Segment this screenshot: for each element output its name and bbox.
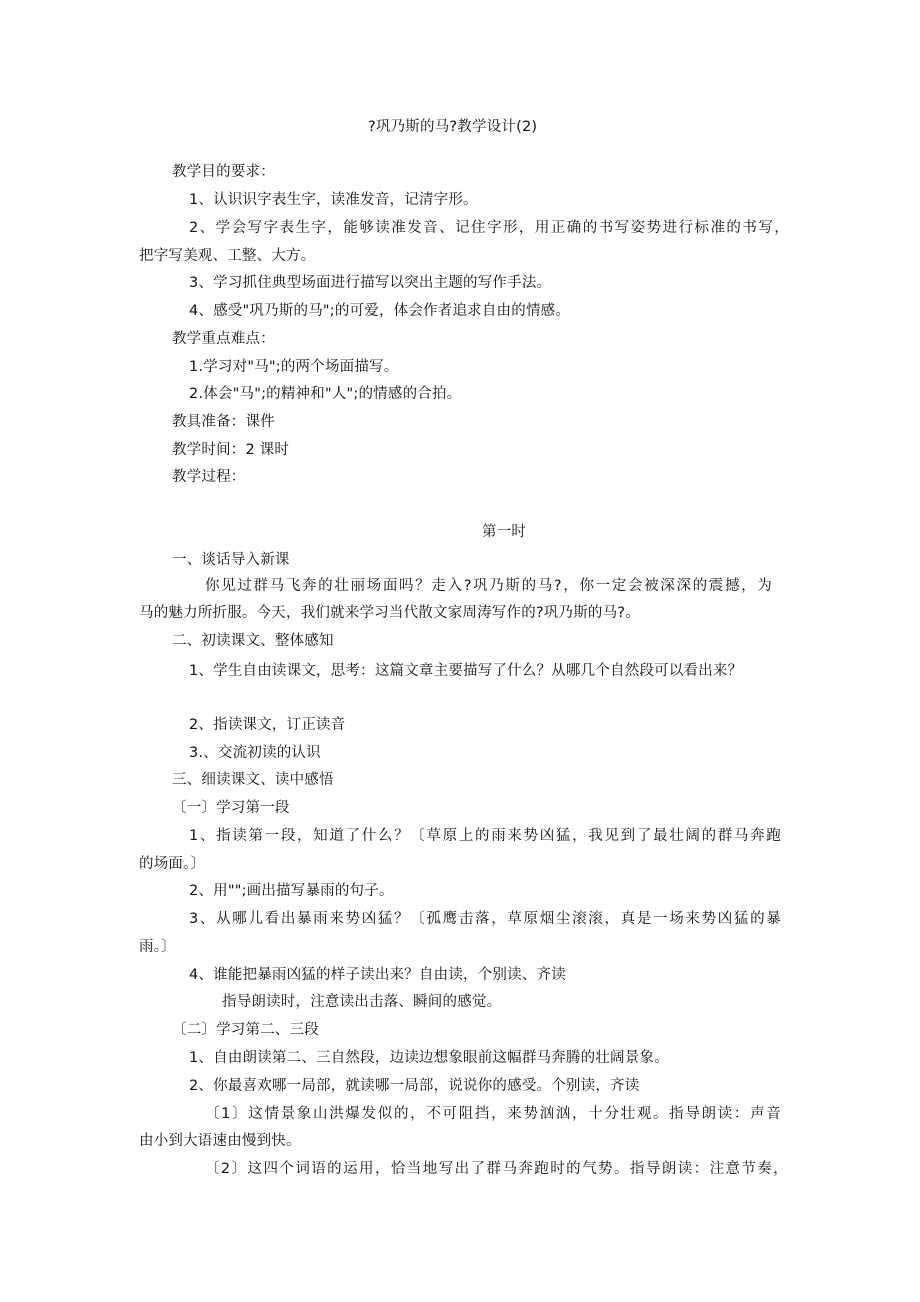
focus-heading: 教学重点难点： [172, 331, 275, 347]
subsection-1-item-1-line-2: 的场面。〕 [139, 856, 206, 872]
subsection-1-item-1-line-1: 1、指读第一段，知道了什么？〔草原上的雨来势凶猛，我见到了最壮阔的群马奔跑 [189, 828, 781, 844]
subsection-2-heading: 〔二〕学习第二、三段 [172, 1022, 319, 1038]
focus-item-2: 2.体会"马";的精神和"人";的情感的合拍。 [189, 386, 462, 402]
section-1-paragraph-line-2: 马的魅力所折服。今天，我们就来学习当代散文家周涛写作的?巩乃斯的马?。 [139, 605, 640, 621]
subsection-1-item-4: 4、谁能把暴雨凶猛的样子读出来？自由读，个别读、齐读 [189, 967, 566, 983]
subsection-2-note-1-line-1: 〔1〕这情景象山洪爆发似的，不可阻挡，来势汹汹，十分壮观。指导朗读：声音 [205, 1106, 781, 1122]
goal-item-4: 4、感受"巩乃斯的马";的可爱，体会作者追求自由的情感。 [189, 303, 571, 319]
subsection-2-item-1: 1、自由朗读第二、三自然段，边读边想象眼前这幅群马奔腾的壮阔景象。 [189, 1050, 669, 1066]
goal-item-2-line-1: 2、学会写字表生字，能够读准发音、记住字形，用正确的书写姿势进行标准的书写， [189, 220, 789, 236]
section-3-heading: 三、细读课文、读中感悟 [172, 772, 334, 788]
goal-item-2-line-2: 把字写美观、工整、大方。 [139, 248, 316, 264]
subsection-1-item-3-line-2: 雨。〕 [139, 939, 176, 955]
subsection-2-note-1-line-2: 由小到大语速由慢到快。 [139, 1133, 301, 1149]
goal-item-3: 3、学习抓住典型场面进行描写以突出主题的写作手法。 [189, 275, 552, 291]
process-line: 教学过程： [172, 469, 246, 485]
goal-item-1: 1、认识识字表生字，读准发音，记清字形。 [189, 192, 478, 208]
subsection-2-item-2: 2、你最喜欢哪一局部，就读哪一局部，说说你的感受。个别读，齐读 [189, 1078, 640, 1094]
tools-line: 教具准备：课件 [172, 414, 275, 430]
section-1-paragraph-line-1: 你见过群马飞奔的壮丽场面吗？走入?巩乃斯的马?，你一定会被深深的震撼，为 [205, 578, 772, 594]
subsection-2-note-2-line-1: 〔2〕这四个词语的运用，恰当地写出了群马奔跑时的气势。指导朗读：注意节奏， [205, 1161, 788, 1177]
section-2-heading: 二、初读课文、整体感知 [172, 633, 334, 649]
section-2-item-1: 1、学生自由读课文，思考：这篇文章主要描写了什么？从哪几个自然段可以看出来？ [189, 663, 743, 679]
subsection-1-item-2: 2、用"";画出描写暴雨的句子。 [189, 883, 394, 899]
subsection-1-heading: 〔一〕学习第一段 [172, 800, 290, 816]
goals-heading: 教学目的要求： [172, 164, 275, 180]
subsection-1-item-4-note: 指导朗读时，注意读出击落、瞬间的感觉。 [222, 994, 502, 1010]
subsection-1-item-3-line-1: 3、从哪儿看出暴雨来势凶猛？〔孤鹰击落，草原烟尘滚滚，真是一场来势凶猛的暴 [189, 911, 781, 927]
section-2-item-2: 2、指读课文，订正读音 [189, 717, 346, 733]
document-title: ?巩乃斯的马?教学设计(2) [368, 119, 538, 135]
focus-item-1: 1.学习对"马";的两个场面描写。 [189, 359, 399, 375]
time-line: 教学时间：2 课时 [172, 442, 290, 458]
section-2-item-3: 3.、交流初读的认识 [189, 745, 321, 761]
section-1-heading: 一、谈话导入新课 [172, 552, 290, 568]
lesson-title: 第一时 [482, 524, 527, 540]
